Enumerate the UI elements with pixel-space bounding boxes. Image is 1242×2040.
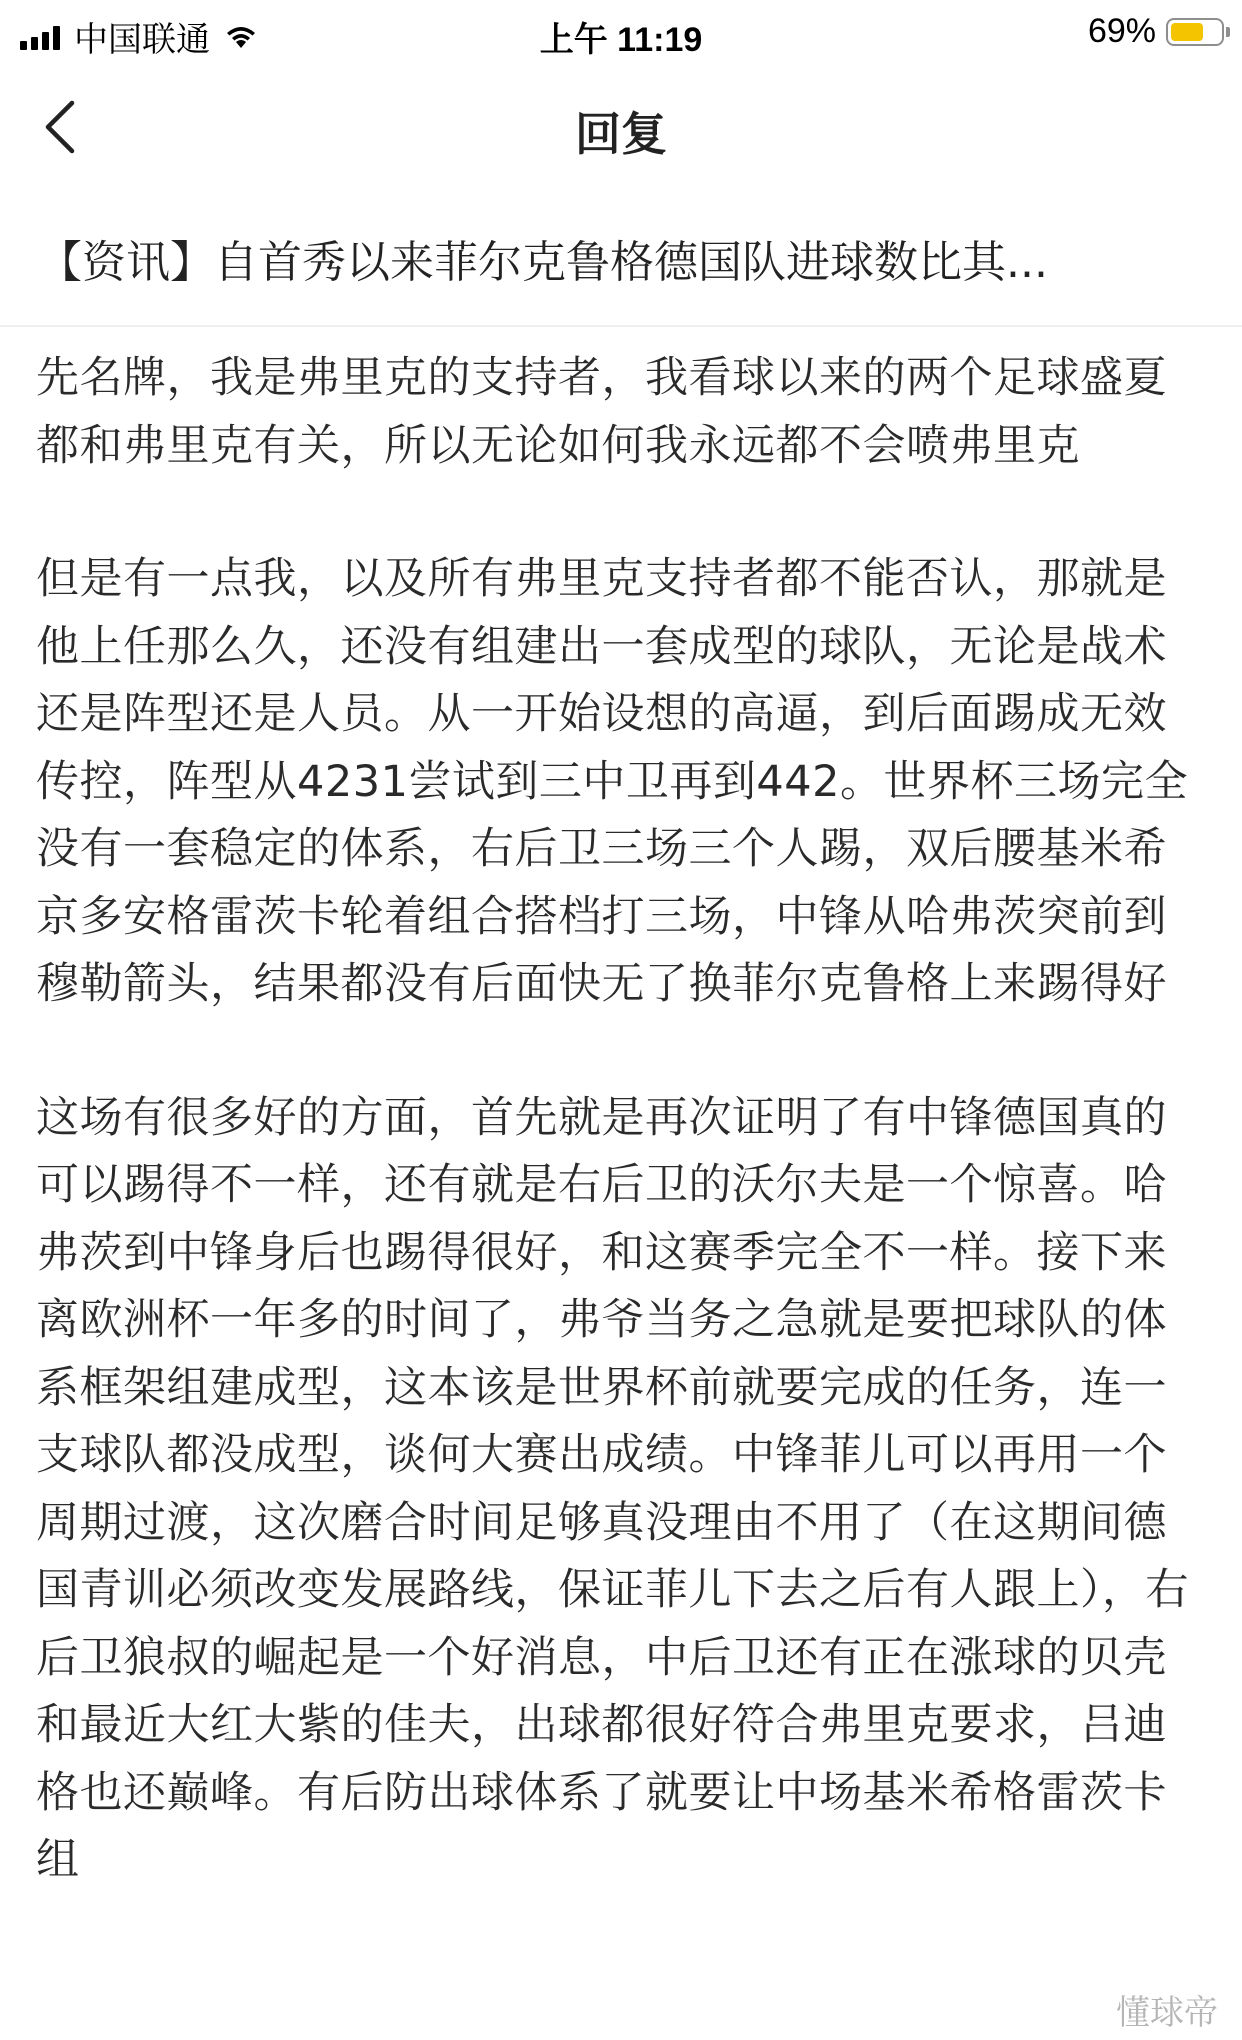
reply-paragraph: 这场有很多好的方面，首先就是再次证明了有中锋德国真的可以踢得不一样，还有就是右后卫的沃尔夫是一个惊喜。哈弗茨到中锋身后也踢得很好，和这赛季完全不一样。接下来离欧洲杯一年多的时间了，弗爷当务之急就是要把球队的体系框架组建成型，这本该是世界杯前就要完成的任务，连一支球队都没成型，谈何大赛出成绩。中锋菲儿可以再用一个周期过渡，这次磨合时间足够真没理由不用了（在这期间德国青训必须改变发展路线，保证菲儿下去之后有人跟上），右后卫狼叔的崛起是一个好消息，中后卫还有正在涨球的贝壳和最近大红大紫的佳夫，出球都很好符合弗里克要求，吕迪格也还巅峰。有后防出球体系了就要让中场基米希格雷茨卡组 xyxy=(36,1092,1189,1885)
battery-level xyxy=(1171,23,1203,41)
carrier-name: 中国联通 xyxy=(74,21,210,59)
page-title: 回复 xyxy=(575,107,667,161)
status-bar xyxy=(0,0,1242,64)
thread-title-link[interactable]: 【资讯】自首秀以来菲尔克鲁格德国队进球数比其... xyxy=(38,237,1048,288)
battery-percent: 69% xyxy=(1087,12,1156,50)
divider xyxy=(0,325,1242,327)
reply-content xyxy=(36,345,1208,1961)
status-bar-time: 上午 11:19 xyxy=(539,21,703,59)
navigation-bar xyxy=(0,64,1242,194)
reply-paragraph: 但是有一点我，以及所有弗里克支持者都不能否认，那就是他上任那么久，还没有组建出一套成型的球队，无论是战术还是阵型还是人员。从一开始设想的高逼，到后面踢成无效传控，阵型从4231尝试到三中卫再到442。世界杯三场完全没有一套稳定的体系，右后卫三场三个人踢，双后腰基米希京多安格雷茨卡轮着组合搭档打三场，中锋从哈弗茨突前到穆勒箭头，结果都没有后面快无了换菲尔克鲁格上来踢得好 xyxy=(36,554,1189,1009)
status-bar-right xyxy=(1088,12,1224,51)
reply-paragraph: 先名牌，我是弗里克的支持者，我看球以来的两个足球盛夏都和弗里克有关，所以无论如何我永远都不会喷弗里克 xyxy=(36,353,1167,471)
watermark: 懂球帝 xyxy=(1116,1993,1218,2033)
battery-icon xyxy=(1166,18,1224,46)
